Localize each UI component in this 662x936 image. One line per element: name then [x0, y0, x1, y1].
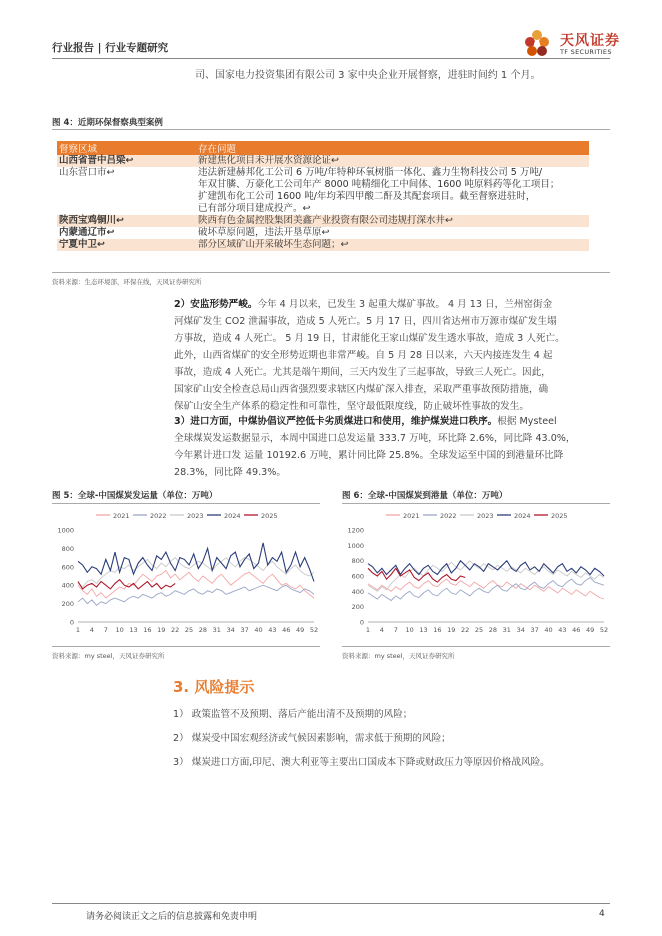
table-row [57, 215, 589, 227]
chart2-bottom-rule [342, 646, 610, 647]
chart1-x-tick-label: 46 [282, 626, 291, 634]
table-header-issues: 存在问题 [196, 141, 589, 155]
chart1-series-line-2022 [78, 585, 314, 605]
chart1-x-tick-label: 1 [75, 626, 81, 634]
table-cell-region: 山东营口市↩ [59, 167, 115, 178]
chart2-x-tick-label: 22 [461, 626, 470, 634]
chart1-source: 资料来源：my steel，天风证券研究所 [52, 652, 165, 660]
issue-line: 部分区域矿山开采破坏生态问题；↩ [198, 239, 349, 250]
paragraph-line [174, 296, 608, 313]
chart2-series-line-2022 [368, 578, 604, 601]
chart2-x-tick-label: 49 [585, 626, 595, 634]
chart1-x-tick-label: 28 [198, 626, 208, 634]
paragraph-line: 国家矿山安全检查总局山西省强烈要求辖区内煤矿深入排查，采取严重事故预防措施，确 [174, 384, 549, 395]
logo-flower-icon [520, 26, 554, 60]
table-row [57, 155, 589, 167]
chart2-x-tick-label: 46 [572, 626, 581, 634]
inspection-cases-table [57, 141, 589, 251]
chart1-title: 图 5：全球-中国煤炭发运量（单位：万吨） [52, 491, 218, 501]
table-title-rule [52, 129, 610, 130]
table-bottom-rule [52, 272, 610, 273]
chart1-y-tick-label: 200 [61, 600, 74, 609]
chart1-legend-label-2025: 2025 [261, 512, 278, 520]
issue-line: 新建焦化项目未开展水资源论证↩ [198, 155, 339, 166]
chart2-y-tick-label: 800 [351, 557, 364, 566]
chart1-x-tick-label: 43 [268, 626, 277, 634]
chart1-x-tick-label: 10 [115, 626, 124, 634]
chart1-x-tick-label: 19 [157, 626, 166, 634]
table-header-region: 督察区域 [57, 141, 196, 155]
chart2-x-tick-label: 7 [393, 626, 398, 634]
chart1-svg [52, 506, 320, 642]
chart2-legend-label-2023: 2023 [477, 512, 494, 520]
table-source: 资料来源：生态环境部，环保在线，天风证券研究所 [52, 278, 202, 286]
intro-line: 司、国家电力投资集团有限公司 3 家中央企业开展督察，进驻时间约 1 个月。 [195, 70, 541, 81]
chart2-title: 图 6：全球-中国煤炭到港量（单位：万吨） [342, 491, 508, 501]
table-cell-issues [196, 155, 589, 167]
risk-item: 1） 政策监管不及预期、落后产能出清不及预期的风险； [173, 709, 413, 720]
footer-divider [52, 903, 610, 904]
chart1-title-rule [52, 503, 320, 504]
paragraph-line-text: 今年 4 月以来，已发生 3 起重大煤矿事故。 4 月 13 日，兰州窑街金 [257, 299, 553, 310]
chart2-x-tick-label: 43 [558, 626, 567, 634]
chart2-y-tick-label: 400 [351, 587, 364, 596]
chart2-x-tick-label: 28 [488, 626, 498, 634]
footer-disclaimer: 请务必阅读正文之后的信息披露和免责申明 [86, 912, 258, 922]
table-cell-region: 山西省晋中吕梁↩ [57, 155, 196, 167]
issue-line: 陕西有色金属控股集团美鑫产业投资有限公司违规打深水井↩ [198, 215, 453, 226]
chart1-x-tick-label: 49 [295, 626, 305, 634]
issue-line: 破坏草原问题，违法开垦草原↩ [198, 227, 330, 238]
chart2-x-tick-label: 37 [530, 626, 539, 634]
table-row [57, 227, 589, 239]
chart1-x-tick-label: 22 [171, 626, 180, 634]
section-title: 3. 风险提示 [173, 678, 255, 696]
paragraph-line: 事故，造成 4 人死亡。尤其是端午期间，三天内发生了三起事故，导致三人死亡。因此， [174, 367, 551, 378]
chart2-x-tick-label: 31 [502, 626, 511, 634]
table-row [57, 239, 589, 251]
chart2-y-tick-label: 1000 [347, 541, 364, 550]
issue-line: 年双甘膦、万豪化工公司年产 8000 吨精细化工中间体、1600 吨原料药等化工项目； [198, 179, 560, 190]
paragraph-line: 28.3%，同比降 49.3%。 [174, 467, 286, 478]
chart1-legend-label-2024: 2024 [224, 512, 241, 520]
chart1-x-tick-label: 25 [184, 626, 194, 634]
chart1-legend-label-2022: 2022 [150, 512, 167, 520]
chart2-x-tick-label: 52 [599, 626, 609, 634]
paragraph-line: 保矿山安全生产体系的稳定性和可靠性，坚守最低限度线，防止破坏性事故的发生。 [174, 401, 529, 412]
report-category: 行业报告 | 行业专题研究 [52, 42, 169, 54]
paragraph-line: 此外，山西省煤矿的安全形势近期也非常严峻。自 5 月 28 日以来，六天内接连发生 4 起 [174, 350, 553, 361]
chart1-series-line-2024 [78, 543, 314, 582]
paragraph-line: 河煤矿发生 CO2 泄漏事故，造成 5 人死亡。5 月 17 日，四川省达州市万源市煤矿发生塌 [174, 316, 557, 327]
logo-english-name: TF SECURITIES [560, 48, 612, 56]
page-number: 4 [599, 909, 605, 919]
chart1-y-tick-label: 0 [69, 618, 74, 627]
chart1-x-tick-label: 40 [254, 626, 263, 634]
paragraph-safety [174, 296, 608, 415]
chart1-bottom-rule [52, 646, 320, 647]
chart1-x-tick-label: 4 [89, 626, 94, 634]
header-divider [52, 58, 610, 59]
chart1-series-line-2021 [78, 571, 314, 599]
chart1-x-tick-label: 34 [226, 626, 235, 634]
paragraph-line: 今年累计进口发 运量 10192.6 万吨，累计同比降 25.8%。全球发运至中国的到港量环比降 [174, 450, 564, 461]
table-cell-issues [196, 215, 589, 227]
paragraph-import [174, 413, 608, 481]
chart2-container [342, 506, 610, 642]
chart2-legend-label-2025: 2025 [551, 512, 568, 520]
chart2-x-tick-label: 25 [474, 626, 484, 634]
table-cell-issues [196, 227, 589, 239]
chart2-x-tick-label: 16 [433, 626, 442, 634]
chart2-x-tick-label: 13 [419, 626, 428, 634]
chart2-x-tick-label: 1 [365, 626, 371, 634]
chart1-x-tick-label: 16 [143, 626, 152, 634]
chart2-y-tick-label: 600 [351, 572, 364, 581]
chart2-legend-label-2021: 2021 [403, 512, 420, 520]
paragraph-line: 全球煤炭发运数据显示，本周中国进口总发运量 333.7 万吨，环比降 2.6%，同比降 43.0%， [174, 433, 576, 444]
chart1-y-tick-label: 400 [61, 581, 74, 590]
company-logo [520, 26, 632, 60]
chart1-legend-label-2023: 2023 [187, 512, 204, 520]
chart2-legend-label-2024: 2024 [514, 512, 531, 520]
chart2-x-tick-label: 4 [379, 626, 384, 634]
paragraph-lead: 2）安监形势严峻。 [174, 299, 258, 310]
chart1-x-tick-label: 52 [309, 626, 319, 634]
table-cell-region: 内蒙通辽市↩ [59, 227, 115, 238]
chart1-legend-label-2021: 2021 [113, 512, 130, 520]
chart2-y-tick-label: 200 [351, 603, 364, 612]
chart1-x-tick-label: 37 [240, 626, 249, 634]
paragraph-line [174, 413, 608, 430]
logo-chinese-name: 天风证券 [560, 33, 620, 49]
risk-item: 2） 煤炭受中国宏观经济或气候因素影响，需求低于预期的风险； [173, 733, 451, 744]
chart2-x-tick-label: 19 [447, 626, 456, 634]
paragraph-lead: 3）进口方面，中煤协倡议严控低卡劣质煤进口和使用，维护煤炭进口秩序。 [174, 416, 498, 427]
chart1-x-tick-label: 13 [129, 626, 138, 634]
chart2-y-tick-label: 0 [359, 618, 364, 627]
chart2-y-tick-label: 1200 [347, 526, 364, 535]
risk-item: 3） 煤炭进口方面,印尼、澳大利亚等主要出口国成本下降或财政压力等原因价格战风险。 [173, 757, 550, 768]
chart1-x-tick-label: 7 [103, 626, 108, 634]
issue-line: 扩建凯布化工公司 1600 吨/年均苯四甲酸二酐及其配套项目。截至督察进驻时， [198, 191, 536, 202]
chart2-x-tick-label: 34 [516, 626, 525, 634]
chart1-series-line-2025 [78, 580, 175, 589]
table-row [57, 167, 589, 215]
chart2-source: 资料来源：my steel，天风证券研究所 [342, 652, 455, 660]
chart2-x-tick-label: 10 [405, 626, 414, 634]
table-cell-region: 陕西宝鸡铜川↩ [57, 215, 196, 227]
chart2-x-tick-label: 40 [544, 626, 553, 634]
chart2-legend-label-2022: 2022 [440, 512, 457, 520]
table-title: 图 4：近期环保督察典型案例 [52, 118, 163, 128]
paragraph-line-text: 根据 Mysteel [497, 416, 557, 427]
chart1-y-tick-label: 800 [61, 544, 74, 553]
issue-line: 已有部分项目建成投产。↩ [198, 203, 311, 214]
chart2-svg [342, 506, 610, 642]
issue-line: 违法新建赫邦化工公司 6 万吨/年特种环氧树脂一体化、鑫力生物科技公司 5 万吨/ [198, 167, 543, 178]
chart1-y-tick-label: 1000 [57, 526, 74, 535]
chart1-container [52, 506, 320, 642]
paragraph-line: 方事故，造成 4 人死亡。 5 月 19 日，甘肃能化王家山煤矿发生透水事故，造成 3 人死亡。 [174, 333, 565, 344]
chart2-title-rule [342, 503, 610, 504]
chart1-y-tick-label: 600 [61, 563, 74, 572]
table-cell-issues [196, 167, 589, 215]
table-cell-issues [196, 239, 589, 251]
chart1-x-tick-label: 31 [212, 626, 221, 634]
table-cell-region: 宁夏中卫↩ [57, 239, 196, 251]
